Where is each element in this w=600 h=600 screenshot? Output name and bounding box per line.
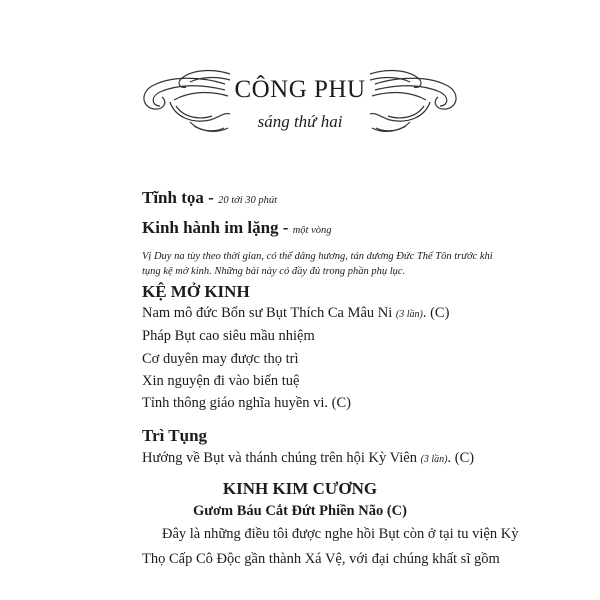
tri-tung-suffix: . (C) [447,450,475,466]
tri-tung-line [142,450,474,467]
verse-suffix: . (C) [422,305,450,321]
tinh-toa-note: 20 tới 30 phút [218,195,278,206]
verse-note: (3 lần) [395,309,423,320]
kinh-hanh-heading: Kinh hành im lặng [142,218,279,237]
kinh-kim-cuong-title: KINH KIM CƯƠNG [222,479,378,498]
tinh-toa-heading: Tĩnh tọa [142,188,204,207]
kinh-kim-cuong-subtitle: Gươm Báu Cắt Đứt Phiền Não (C) [193,503,407,519]
instruction-line-2: tụng kệ mở kinh. Những bài này có đầy đủ trong phần phụ lục. [142,266,406,277]
verse-line: Tỉnh thông giáo nghĩa huyền vi. (C) [142,395,352,411]
tri-tung-heading: Trì Tụng [142,426,208,445]
kinh-hanh-separator: - [278,218,293,237]
kinh-paragraph-line-2: Thọ Cấp Cô Độc gần thành Xá Vệ, với đại chúng khất sĩ gồm [142,551,500,567]
page-subtitle: sáng thứ hai [257,112,343,131]
tinh-toa-heading-line [142,188,277,208]
tri-tung-note: (3 lần) [420,454,448,465]
tinh-toa-separator: - [203,188,219,207]
instruction-line-1: Vị Duy na tùy theo thời gian, có thể dâng hương, tán dương Đức Thế Tôn trước khi [142,251,493,262]
kinh-hanh-heading-line [142,218,332,238]
verse-line: Pháp Bụt cao siêu mầu nhiệm [142,328,315,344]
verse-line [142,305,449,322]
verse-text: Nam mô đức Bổn sư Bụt Thích Ca Mâu Ni [142,305,396,321]
kinh-hanh-note: một vòng [292,225,332,236]
verse-line: Cơ duyên may được thọ trì [142,351,299,367]
verse-line: Xin nguyện đi vào biển tuệ [142,373,300,389]
page-title: CÔNG PHU [234,76,366,103]
tri-tung-text: Hướng về Bụt và thánh chúng trên hội Kỳ Viên [142,450,421,466]
ke-mo-kinh-heading: KỆ MỞ KINH [142,282,250,301]
kinh-paragraph-line-1: Đây là những điều tôi được nghe hồi Bụt còn ở tại tu viện Kỳ [162,526,519,542]
